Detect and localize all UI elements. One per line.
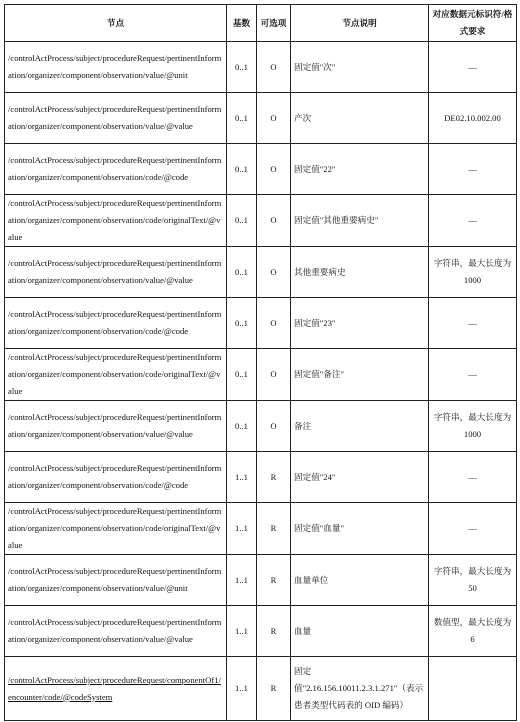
- table-row: [5, 555, 517, 606]
- cardinality-cell: 0..1: [227, 144, 257, 195]
- node-path-cell: /controlActProcess/subject/procedureRequest/pertinentInformation/organizer/component/observation/value/@unit: [5, 555, 227, 606]
- format-cell: 数值型，最大长度为 6: [429, 606, 517, 657]
- format-cell: —: [429, 298, 517, 349]
- node-path-cell: /controlActProcess/subject/procedureRequest/pertinentInformation/organizer/component/observation/value/@value: [5, 93, 227, 144]
- description-cell: 其他重要病史: [291, 247, 429, 298]
- cardinality-cell: 0..1: [227, 298, 257, 349]
- node-path-cell: /controlActProcess/subject/procedureRequest/pertinentInformation/organizer/component/observation/value/@value: [5, 606, 227, 657]
- table-row: [5, 93, 517, 144]
- format-cell: 字符串，最大长度为 1000: [429, 401, 517, 452]
- table-row: [5, 195, 517, 247]
- node-path-cell: /controlActProcess/subject/procedureRequest/pertinentInformation/organizer/component/observation/code/@code: [5, 452, 227, 503]
- description-cell: 固定值"血量": [291, 503, 429, 555]
- table-row: [5, 401, 517, 452]
- node-path-cell: /controlActProcess/subject/procedureRequest/componentOf1/encounter/code/@codeSystem: [5, 657, 227, 721]
- node-spec-table: [4, 4, 517, 721]
- optional-cell: R: [257, 555, 291, 606]
- node-path-cell: /controlActProcess/subject/procedureRequest/pertinentInformation/organizer/component/observation/value/@unit: [5, 42, 227, 93]
- table-row: [5, 247, 517, 298]
- header-node: 节点: [5, 5, 227, 42]
- cardinality-cell: 0..1: [227, 247, 257, 298]
- header-description: 节点说明: [291, 5, 429, 42]
- optional-cell: R: [257, 606, 291, 657]
- node-path-cell: /controlActProcess/subject/procedureRequest/pertinentInformation/organizer/component/observation/code/@code: [5, 298, 227, 349]
- description-cell: 备注: [291, 401, 429, 452]
- cardinality-cell: 0..1: [227, 349, 257, 401]
- description-cell: 固定值"23": [291, 298, 429, 349]
- format-cell: 字符串，最大长度为 1000: [429, 247, 517, 298]
- optional-cell: R: [257, 452, 291, 503]
- format-cell: 字符串，最大长度为 50: [429, 555, 517, 606]
- description-cell: 固定值"其他重要病史": [291, 195, 429, 247]
- description-cell: 固定值"次": [291, 42, 429, 93]
- header-optional: 可选项: [257, 5, 291, 42]
- description-cell: 血量单位: [291, 555, 429, 606]
- table-row: [5, 657, 517, 721]
- node-path-cell: /controlActProcess/subject/procedureRequest/pertinentInformation/organizer/component/observation/value/@value: [5, 247, 227, 298]
- table-row: [5, 349, 517, 401]
- optional-cell: O: [257, 401, 291, 452]
- table-row: [5, 298, 517, 349]
- format-cell: —: [429, 503, 517, 555]
- cardinality-cell: 0..1: [227, 195, 257, 247]
- node-path-cell: /controlActProcess/subject/procedureRequest/pertinentInformation/organizer/component/observation/code/originalText/@value: [5, 195, 227, 247]
- node-path-cell: /controlActProcess/subject/procedureRequest/pertinentInformation/organizer/component/observation/value/@value: [5, 401, 227, 452]
- table-row: [5, 42, 517, 93]
- format-cell: DE02.10.002.00: [429, 93, 517, 144]
- cardinality-cell: 1..1: [227, 452, 257, 503]
- description-cell: 产次: [291, 93, 429, 144]
- format-cell: [429, 657, 517, 721]
- cardinality-cell: 1..1: [227, 555, 257, 606]
- optional-cell: O: [257, 247, 291, 298]
- node-path-cell: /controlActProcess/subject/procedureRequest/pertinentInformation/organizer/component/observation/code/originalText/@value: [5, 503, 227, 555]
- cardinality-cell: 1..1: [227, 606, 257, 657]
- optional-cell: O: [257, 349, 291, 401]
- header-cardinality: 基数: [227, 5, 257, 42]
- description-cell: 固定值"24": [291, 452, 429, 503]
- cardinality-cell: 0..1: [227, 401, 257, 452]
- description-cell: 血量: [291, 606, 429, 657]
- optional-cell: O: [257, 144, 291, 195]
- cardinality-cell: 0..1: [227, 42, 257, 93]
- node-path-cell: /controlActProcess/subject/procedureRequest/pertinentInformation/organizer/component/observation/code/@code: [5, 144, 227, 195]
- optional-cell: R: [257, 657, 291, 721]
- header-format: 对应数据元标识符/格式要求: [429, 5, 517, 42]
- table-row: [5, 503, 517, 555]
- table-row: [5, 606, 517, 657]
- optional-cell: R: [257, 503, 291, 555]
- cardinality-cell: 0..1: [227, 93, 257, 144]
- format-cell: —: [429, 144, 517, 195]
- format-cell: —: [429, 195, 517, 247]
- node-path-cell: /controlActProcess/subject/procedureRequest/pertinentInformation/organizer/component/observation/code/originalText/@value: [5, 349, 227, 401]
- table-row: [5, 144, 517, 195]
- cardinality-cell: 1..1: [227, 503, 257, 555]
- description-cell: 固定值"22": [291, 144, 429, 195]
- header-row: [5, 5, 517, 42]
- optional-cell: O: [257, 195, 291, 247]
- cardinality-cell: 1..1: [227, 657, 257, 721]
- description-cell: 固定值"2.16.156.10011.2.3.1.271"（表示患者类型代码表的 OID 编码）: [291, 657, 429, 721]
- optional-cell: O: [257, 42, 291, 93]
- format-cell: —: [429, 452, 517, 503]
- table-row: [5, 452, 517, 503]
- format-cell: —: [429, 349, 517, 401]
- optional-cell: O: [257, 93, 291, 144]
- optional-cell: O: [257, 298, 291, 349]
- format-cell: —: [429, 42, 517, 93]
- description-cell: 固定值"备注": [291, 349, 429, 401]
